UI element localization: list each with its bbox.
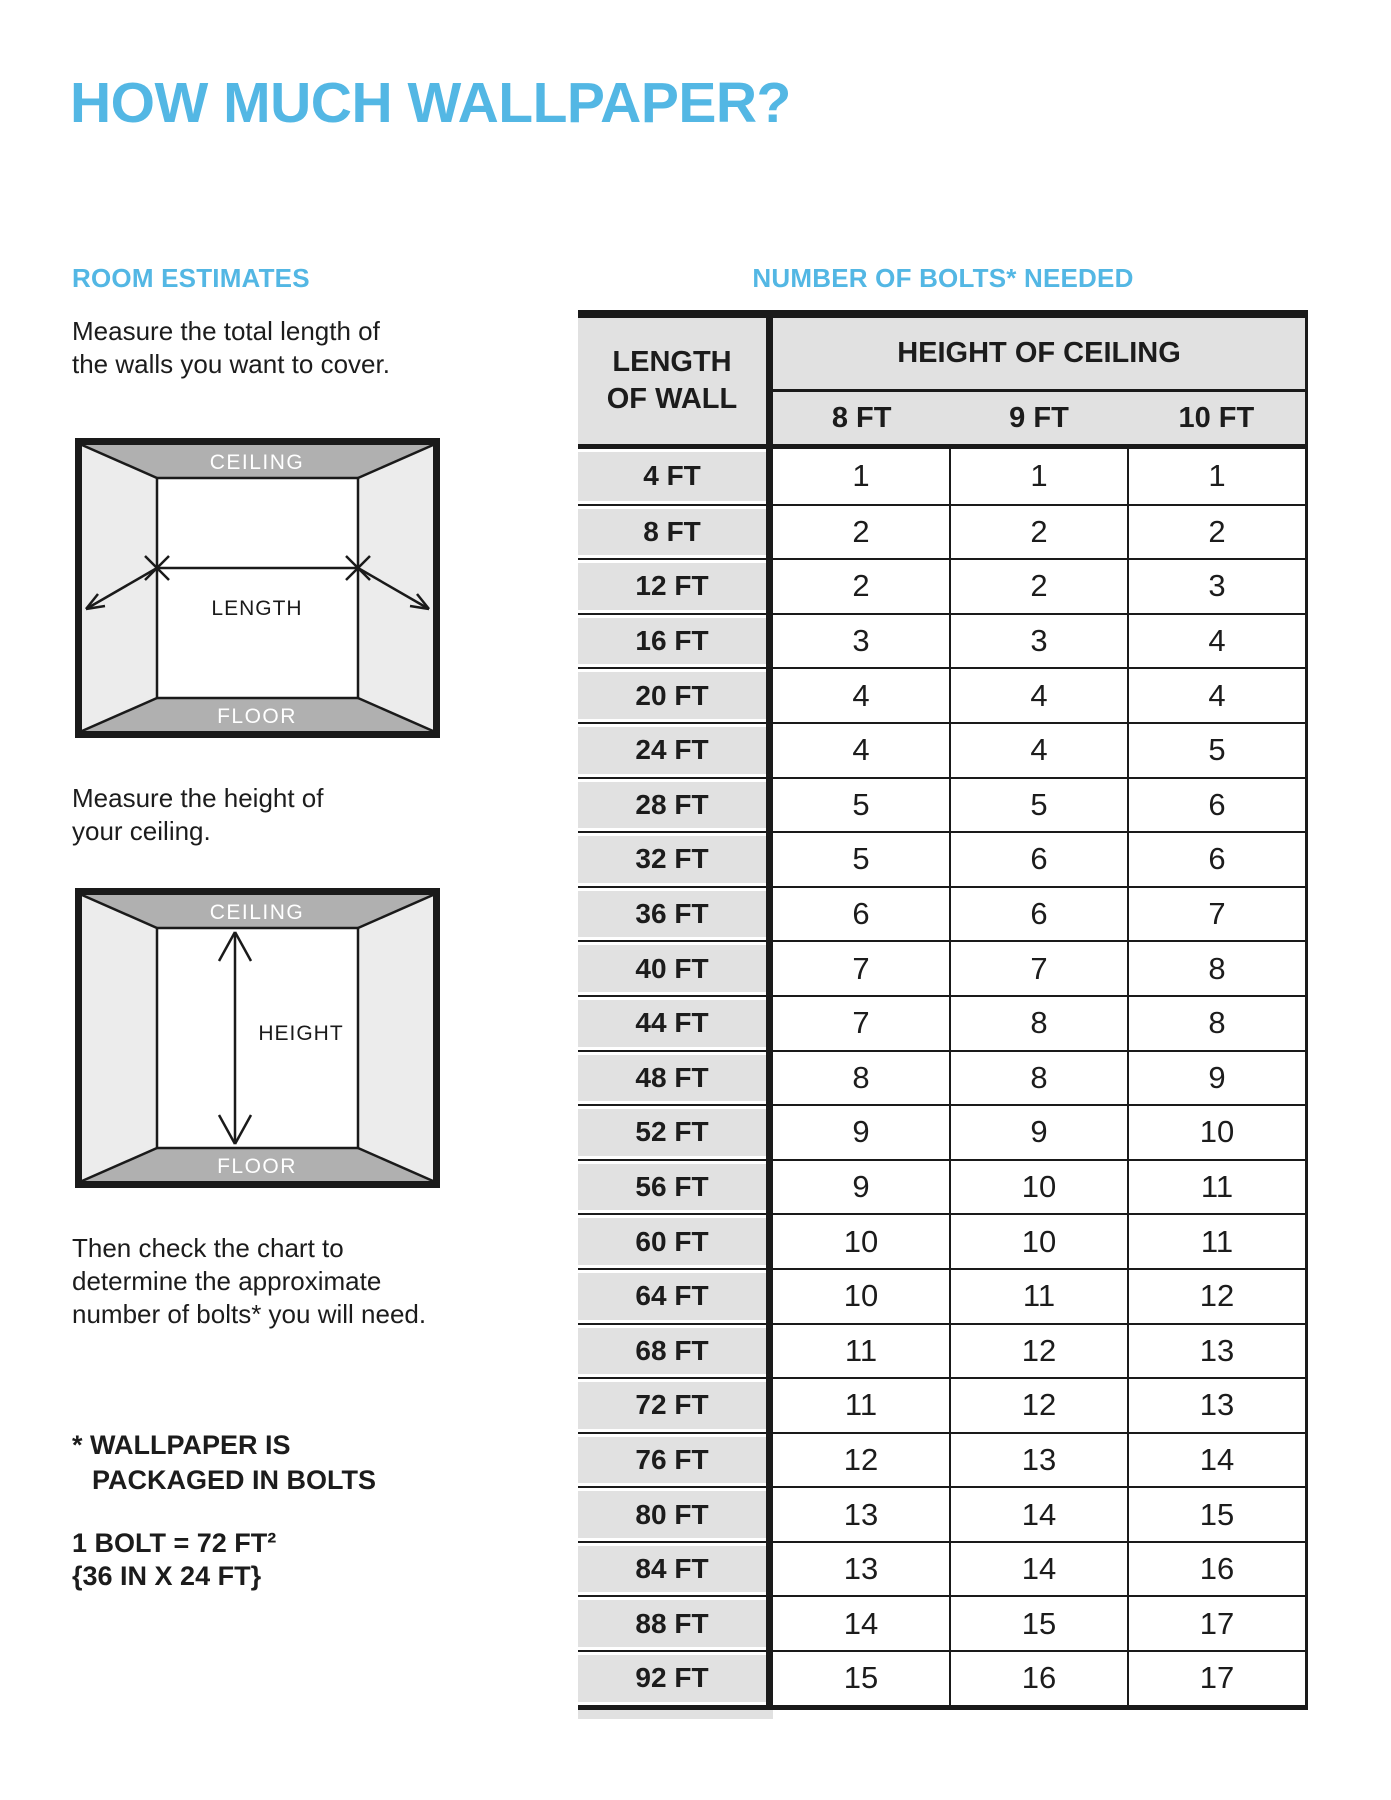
wall-length-label: 56 FT [578, 1161, 773, 1214]
bolt-count-cell: 9 [1127, 1052, 1305, 1105]
table-row [578, 1650, 1305, 1705]
bolt-count-cell: 11 [773, 1379, 949, 1432]
bolt-count-cell: 7 [1127, 888, 1305, 941]
wall-length-label: 92 FT [578, 1652, 773, 1705]
bolt-count-cell: 8 [773, 1052, 949, 1105]
bolt-count-cell: 13 [773, 1488, 949, 1541]
bolt-count-cell: 15 [773, 1652, 949, 1705]
table-row [578, 1595, 1305, 1650]
wall-length-label: 88 FT [578, 1597, 773, 1650]
step2-text [72, 782, 324, 848]
wall-length-label: 20 FT [578, 669, 773, 722]
bolt-count-cell: 7 [773, 997, 949, 1050]
wall-length-label: 8 FT [578, 506, 773, 559]
bolt-count-cell: 11 [1127, 1215, 1305, 1268]
table-row [578, 722, 1305, 777]
wall-length-label: 36 FT [578, 888, 773, 941]
wallpaper-bolts-footnote [72, 1428, 376, 1498]
bolt-count-cell: 7 [949, 942, 1127, 995]
wall-length-label: 84 FT [578, 1543, 773, 1596]
table-row [578, 613, 1305, 668]
wall-length-label: 32 FT [578, 833, 773, 886]
bolt-count-cell: 8 [1127, 942, 1305, 995]
text-line: determine the approximate [72, 1266, 382, 1296]
wall-length-label: 16 FT [578, 615, 773, 668]
bolt-count-cell: 14 [949, 1488, 1127, 1541]
col-header-10ft: 10 FT [1178, 401, 1255, 434]
table-row [578, 504, 1305, 559]
right-wall-panel [358, 895, 433, 1181]
bolt-count-cell: 7 [773, 942, 949, 995]
bolt-count-cell: 9 [949, 1106, 1127, 1159]
wall-length-label: 24 FT [578, 724, 773, 777]
table-cutoff-row [578, 1710, 773, 1719]
left-wall-panel [82, 895, 157, 1181]
bolt-count-cell: 13 [1127, 1379, 1305, 1432]
bolt-count-cell: 16 [949, 1652, 1127, 1705]
wall-length-label: 80 FT [578, 1488, 773, 1541]
table-row [578, 1104, 1305, 1159]
table-row [578, 1377, 1305, 1432]
wall-length-label: 68 FT [578, 1325, 773, 1378]
bolt-count-cell: 6 [773, 888, 949, 941]
bolt-count-cell: 10 [1127, 1106, 1305, 1159]
height-label: HEIGHT [258, 1022, 344, 1045]
table-row [578, 940, 1305, 995]
bolt-count-cell: 14 [1127, 1434, 1305, 1487]
bolt-count-cell: 16 [1127, 1543, 1305, 1596]
text-line: Then check the chart to [72, 1233, 344, 1263]
page-title: HOW MUCH WALLPAPER? [70, 71, 791, 135]
bolt-count-cell: 6 [949, 888, 1127, 941]
bolt-count-cell: 8 [949, 1052, 1127, 1105]
wall-length-label: 44 FT [578, 997, 773, 1050]
table-row [578, 995, 1305, 1050]
text-line: {36 IN X 24 FT} [72, 1561, 262, 1591]
table-row [578, 667, 1305, 722]
bolt-count-cell: 6 [949, 833, 1127, 886]
bolt-count-cell: 12 [773, 1434, 949, 1487]
text-line: 1 BOLT = 72 FT² [72, 1528, 277, 1558]
bolt-count-cell: 5 [773, 779, 949, 832]
bolt-count-cell: 4 [1127, 615, 1305, 668]
bolt-count-cell: 2 [1127, 506, 1305, 559]
col-header-9ft: 9 FT [1009, 401, 1069, 434]
bolt-size-spec [72, 1527, 276, 1593]
table-row [578, 1323, 1305, 1378]
ceiling-header-group [773, 318, 1305, 444]
bolt-count-cell: 1 [1127, 449, 1305, 504]
text-line: the walls you want to cover. [72, 349, 390, 379]
right-wall-panel [358, 445, 433, 731]
col-header-8ft: 8 FT [831, 401, 892, 434]
wall-length-label: 48 FT [578, 1052, 773, 1105]
header-line: OF WALL [606, 383, 738, 415]
back-wall-panel [157, 478, 358, 698]
bolt-count-cell: 11 [1127, 1161, 1305, 1214]
bolt-count-cell: 4 [1127, 669, 1305, 722]
bolt-count-cell: 2 [949, 506, 1127, 559]
text-line: Measure the total length of [72, 316, 380, 346]
bolt-count-cell: 13 [949, 1434, 1127, 1487]
bolts-table [578, 310, 1308, 1719]
bolt-count-cell: 15 [1127, 1488, 1305, 1541]
bolt-count-cell: 6 [1127, 779, 1305, 832]
bolt-count-cell: 10 [949, 1215, 1127, 1268]
table-row [578, 1541, 1305, 1596]
table-row [578, 1213, 1305, 1268]
ceiling-height-diagram [75, 888, 440, 1188]
length-label: LENGTH [211, 597, 303, 620]
ceiling-label: CEILING [209, 901, 305, 924]
bolt-count-cell: 2 [773, 560, 949, 613]
bolt-count-cell: 14 [949, 1543, 1127, 1596]
bolt-count-cell: 15 [949, 1597, 1127, 1650]
wall-length-label: 52 FT [578, 1106, 773, 1159]
table-row [578, 558, 1305, 613]
bolt-count-cell: 12 [949, 1379, 1127, 1432]
bolt-count-cell: 9 [773, 1161, 949, 1214]
wall-length-label: 64 FT [578, 1270, 773, 1323]
bolt-count-cell: 11 [773, 1325, 949, 1378]
bolt-count-cell: 12 [1127, 1270, 1305, 1323]
wall-length-label: 72 FT [578, 1379, 773, 1432]
bolt-count-cell: 1 [773, 449, 949, 504]
wall-length-label: 12 FT [578, 560, 773, 613]
floor-label: FLOOR [217, 1155, 297, 1178]
bolt-count-cell: 8 [1127, 997, 1305, 1050]
bolt-count-cell: 12 [949, 1325, 1127, 1378]
table-header [578, 318, 1305, 449]
table-row [578, 777, 1305, 832]
height-of-ceiling-header: HEIGHT OF CEILING [773, 318, 1305, 392]
bolt-count-cell: 9 [773, 1106, 949, 1159]
wall-length-label: 4 FT [578, 449, 773, 504]
table-row [578, 831, 1305, 886]
step1-text [72, 315, 390, 381]
bolt-count-cell: 14 [773, 1597, 949, 1650]
wall-length-label: 40 FT [578, 942, 773, 995]
table-row [578, 1486, 1305, 1541]
bolt-count-cell: 11 [949, 1270, 1127, 1323]
bolt-count-cell: 3 [949, 615, 1127, 668]
bolt-count-cell: 6 [1127, 833, 1305, 886]
bolts-needed-heading: NUMBER OF BOLTS* NEEDED [752, 263, 1134, 293]
length-of-wall-header [578, 318, 773, 444]
wall-length-label: 60 FT [578, 1215, 773, 1268]
header-line: LENGTH [612, 346, 732, 378]
text-line: * WALLPAPER IS [72, 1430, 291, 1460]
wall-length-label: 76 FT [578, 1434, 773, 1487]
bolt-table-body [578, 449, 1305, 1705]
bolt-count-cell: 2 [773, 506, 949, 559]
text-line: number of bolts* you will need. [72, 1299, 427, 1329]
bolt-count-cell: 1 [949, 449, 1127, 504]
bolt-count-cell: 17 [1127, 1597, 1305, 1650]
table-row [578, 1050, 1305, 1105]
left-wall-panel [82, 445, 157, 731]
bolt-count-cell: 13 [773, 1543, 949, 1596]
bolt-count-cell: 8 [949, 997, 1127, 1050]
bolt-count-cell: 3 [773, 615, 949, 668]
table-row [578, 449, 1305, 504]
bolt-count-cell: 2 [949, 560, 1127, 613]
text-line: Measure the height of [72, 783, 324, 813]
floor-label: FLOOR [217, 705, 297, 728]
bolt-count-cell: 10 [949, 1161, 1127, 1214]
table-row [578, 1268, 1305, 1323]
ceiling-label: CEILING [209, 451, 305, 474]
room-estimates-heading: ROOM ESTIMATES [72, 263, 310, 293]
table-row [578, 1159, 1305, 1214]
bolt-count-cell: 4 [949, 724, 1127, 777]
bolt-count-cell: 3 [1127, 560, 1305, 613]
bolts-table-frame [578, 310, 1308, 1710]
text-line: your ceiling. [72, 816, 211, 846]
bolt-count-cell: 4 [949, 669, 1127, 722]
room-length-diagram [75, 438, 440, 738]
bolt-count-cell: 4 [773, 669, 949, 722]
bolt-count-cell: 5 [1127, 724, 1305, 777]
text-line: PACKAGED IN BOLTS [92, 1465, 377, 1495]
bolt-count-cell: 17 [1127, 1652, 1305, 1705]
bolt-count-cell: 5 [773, 833, 949, 886]
bolt-count-cell: 13 [1127, 1325, 1305, 1378]
bolt-count-cell: 10 [773, 1215, 949, 1268]
table-row [578, 886, 1305, 941]
bolt-count-cell: 10 [773, 1270, 949, 1323]
step3-text [72, 1232, 426, 1331]
table-row [578, 1432, 1305, 1487]
bolt-count-cell: 4 [773, 724, 949, 777]
ceiling-height-subheaders [773, 392, 1305, 444]
wall-length-label: 28 FT [578, 779, 773, 832]
bolt-count-cell: 5 [949, 779, 1127, 832]
